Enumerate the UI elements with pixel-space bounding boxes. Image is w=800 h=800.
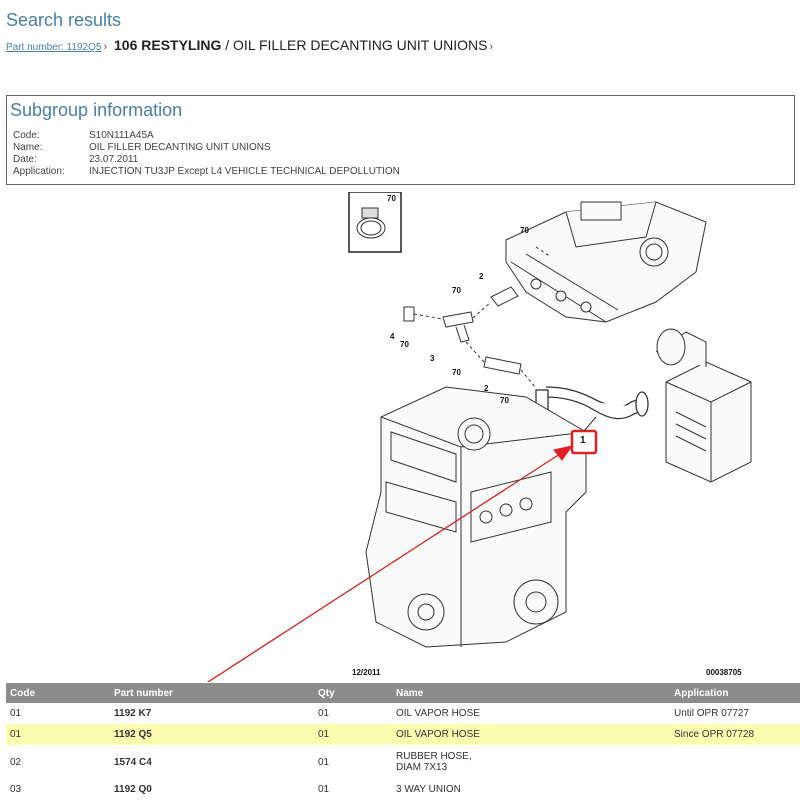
cell-application: Until OPR 07727 bbox=[674, 708, 750, 719]
breadcrumb-subgroup: OIL FILLER DECANTING UNIT UNIONS bbox=[233, 37, 488, 53]
subgroup-date-row bbox=[13, 154, 138, 165]
col-application[interactable]: Application bbox=[670, 683, 800, 703]
table-header bbox=[6, 683, 800, 703]
cell-part-number[interactable]: 1574 C4 bbox=[114, 756, 152, 768]
col-qty[interactable]: Qty bbox=[314, 683, 392, 703]
cell-application bbox=[670, 779, 800, 800]
row-key: Date: bbox=[13, 154, 37, 165]
cell-part-number[interactable]: 1192 Q0 bbox=[114, 784, 152, 795]
three-way-union-3 bbox=[443, 312, 473, 342]
cell-qty: 01 bbox=[318, 708, 330, 719]
intake-manifold bbox=[506, 202, 706, 322]
subgroup-name-row bbox=[13, 142, 271, 153]
row-value: S10N111A45A bbox=[89, 130, 154, 141]
callout-2: 2 bbox=[479, 272, 484, 281]
cell-part-number[interactable]: 1192 Q5 bbox=[110, 724, 314, 745]
cell-qty: 01 bbox=[318, 756, 330, 768]
cell-application: Since OPR 07728 bbox=[670, 724, 800, 745]
callout-clamp-70: 70 bbox=[387, 194, 396, 203]
subgroup-title: Subgroup information bbox=[10, 100, 183, 120]
exploded-view-drawing bbox=[6, 192, 800, 682]
cell-code: 03 bbox=[10, 784, 22, 795]
callout-2: 2 bbox=[484, 384, 489, 393]
table-row-highlighted[interactable] bbox=[6, 724, 800, 745]
rubber-hose-2b bbox=[484, 357, 521, 374]
cell-qty: 01 bbox=[314, 724, 392, 745]
cell-name: OIL VAPOR HOSE bbox=[396, 708, 480, 719]
small-hose-2a bbox=[491, 287, 518, 306]
breadcrumb bbox=[6, 37, 496, 53]
cell-code: 01 bbox=[6, 724, 110, 745]
callout-70: 70 bbox=[500, 396, 509, 405]
cell-name: 3 WAY UNION bbox=[396, 784, 461, 795]
callout-1: 1 bbox=[580, 435, 586, 446]
callout-70: 70 bbox=[452, 368, 461, 377]
breadcrumb-chevron-icon: › bbox=[489, 41, 494, 53]
cell-code: 01 bbox=[10, 708, 22, 719]
row-value: INJECTION TU3JP Except L4 VEHICLE TECHNICAL DEPOLLUTION bbox=[89, 166, 400, 177]
callout-70: 70 bbox=[520, 226, 529, 235]
row-value: OIL FILLER DECANTING UNIT UNIONS bbox=[89, 142, 271, 153]
row-key: Name: bbox=[13, 142, 43, 153]
diagram-reference: 00038705 bbox=[706, 668, 742, 677]
name-line-2: DIAM 7X13 bbox=[396, 762, 448, 773]
diagram-date: 12/2011 bbox=[352, 668, 381, 677]
part-number-link[interactable]: Part number: 1192Q5 bbox=[6, 42, 102, 53]
cell-part-number[interactable]: 1192 K7 bbox=[114, 708, 152, 719]
col-code[interactable]: Code bbox=[6, 683, 110, 703]
cell-qty: 01 bbox=[318, 784, 330, 795]
breadcrumb-model: 106 RESTYLING bbox=[114, 37, 222, 53]
parts-table bbox=[6, 683, 800, 800]
air-filter-housing bbox=[656, 329, 751, 482]
parts-diagram[interactable] bbox=[6, 192, 800, 682]
engine-block bbox=[366, 387, 586, 647]
plug-4 bbox=[404, 307, 414, 321]
col-part-number[interactable]: Part number bbox=[110, 683, 314, 703]
callout-4: 4 bbox=[390, 332, 395, 341]
cell-name bbox=[392, 745, 670, 779]
breadcrumb-chevron-icon: › bbox=[103, 41, 108, 53]
name-line-1: RUBBER HOSE, bbox=[396, 751, 472, 762]
subgroup-code-row bbox=[13, 130, 154, 141]
table-row[interactable] bbox=[6, 703, 800, 724]
callout-3: 3 bbox=[430, 354, 435, 363]
cell-name: OIL VAPOR HOSE bbox=[392, 724, 670, 745]
callout-70: 70 bbox=[400, 340, 409, 349]
row-key: Code: bbox=[13, 130, 40, 141]
cell-code: 02 bbox=[10, 756, 22, 768]
callout-70: 70 bbox=[452, 286, 461, 295]
table-row[interactable] bbox=[6, 745, 800, 779]
cell-application bbox=[670, 745, 800, 779]
subgroup-info-panel bbox=[6, 95, 795, 185]
table-row[interactable] bbox=[6, 779, 800, 800]
col-name[interactable]: Name bbox=[392, 683, 670, 703]
row-value: 23.07.2011 bbox=[89, 154, 139, 165]
callout-1-leader bbox=[584, 417, 596, 431]
page-title: Search results bbox=[6, 10, 122, 30]
breadcrumb-separator: / bbox=[225, 37, 230, 53]
row-key: Application: bbox=[13, 166, 65, 177]
subgroup-application-row bbox=[13, 166, 400, 177]
